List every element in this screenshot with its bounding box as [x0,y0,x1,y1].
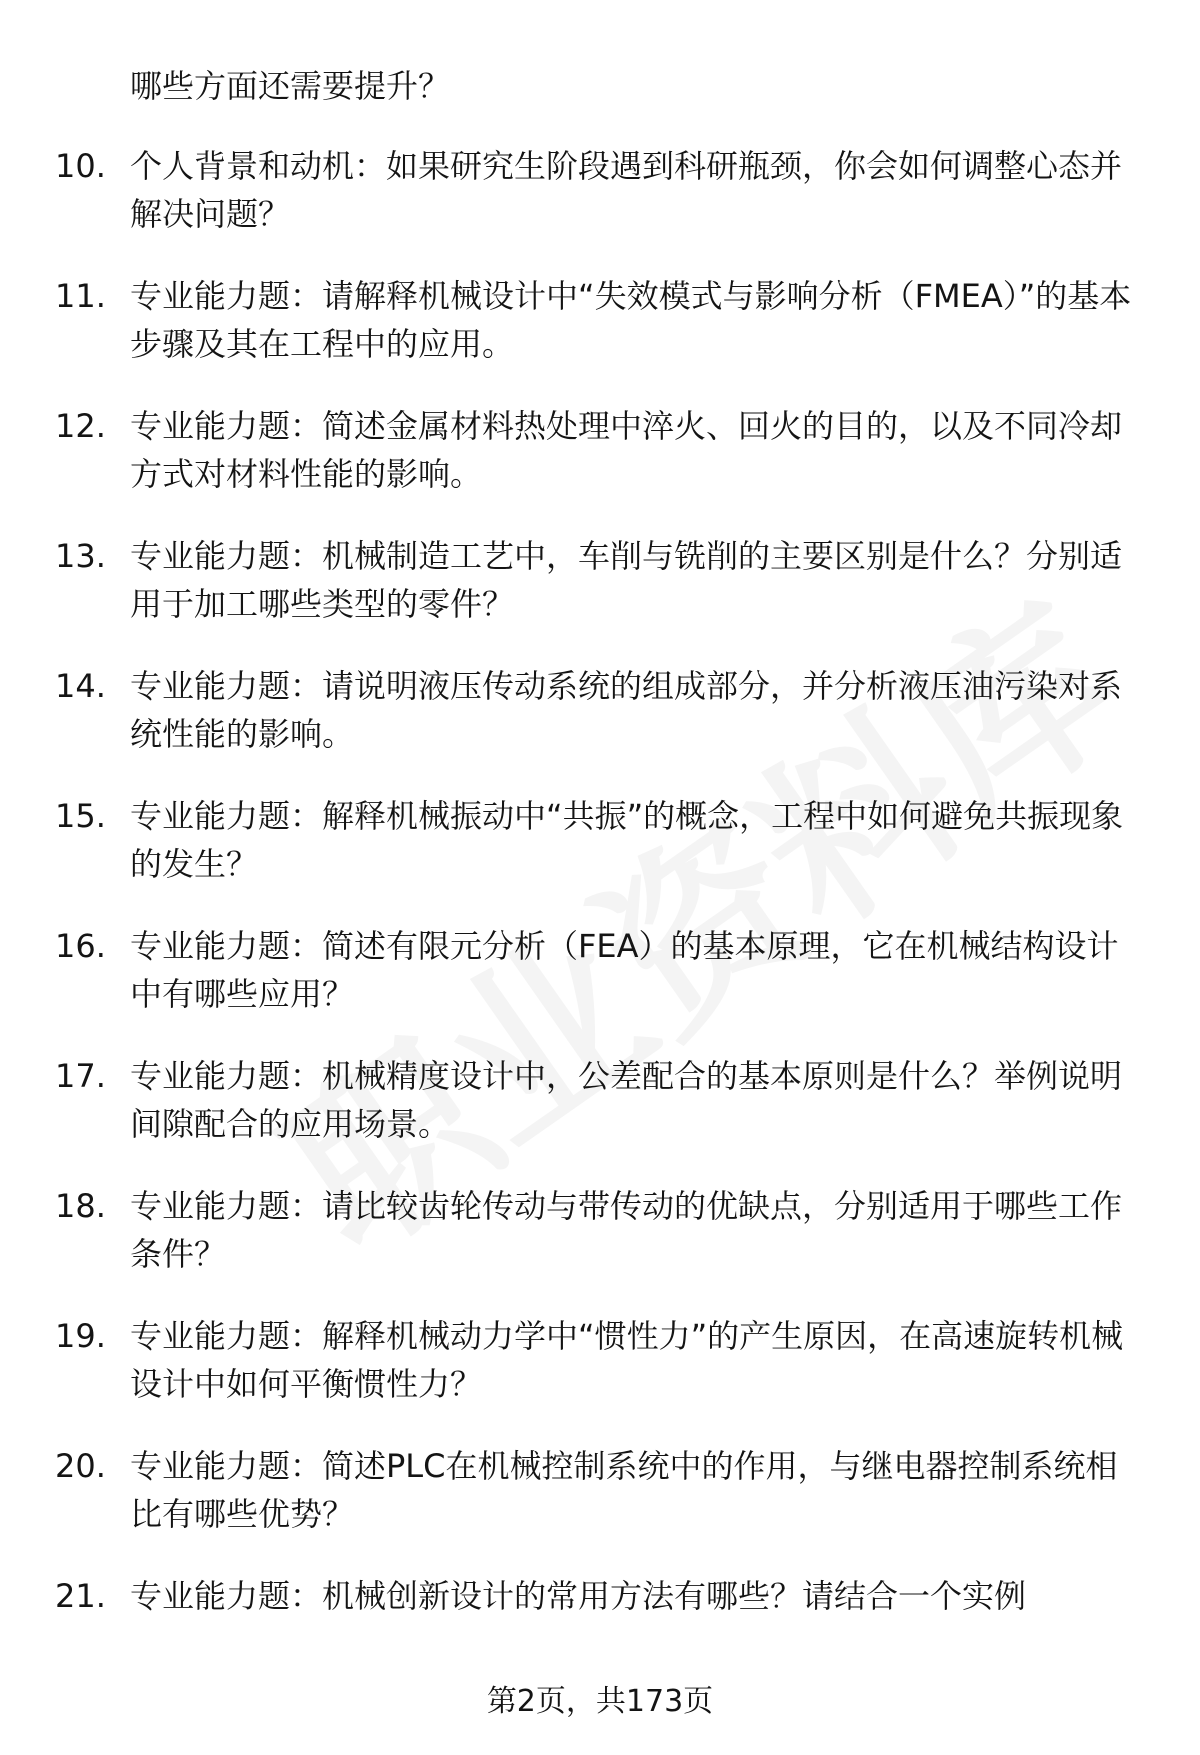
question-number: 21. [55,1577,106,1615]
question-item [55,1182,1145,1312]
question-number: 18. [55,1187,106,1225]
question-number: 15. [55,797,106,835]
question-text: 专业能力题：机械精度设计中，公差配合的基本原则是什么？举例说明间隙配合的应用场景。 [130,1057,1123,1143]
question-text: 专业能力题：简述有限元分析（FEA）的基本原理，它在机械结构设计中有哪些应用？ [130,927,1119,1013]
question-item [55,402,1145,532]
question-text: 专业能力题：解释机械动力学中“惯性力”的产生原因，在高速旋转机械设计中如何平衡惯性力？ [130,1317,1124,1403]
question-text: 个人背景和动机：如果研究生阶段遇到科研瓶颈，你会如何调整心态并解决问题？ [130,147,1123,233]
question-item [55,272,1145,402]
question-text: 专业能力题：请比较齿轮传动与带传动的优缺点，分别适用于哪些工作条件？ [130,1187,1123,1273]
question-item [55,532,1145,662]
question-item [55,662,1145,792]
question-number: 16. [55,927,106,965]
question-number: 20. [55,1447,106,1485]
question-list [55,142,1145,1702]
question-number: 19. [55,1317,106,1355]
question-item [55,792,1145,922]
question-text: 专业能力题：机械制造工艺中，车削与铣削的主要区别是什么？分别适用于加工哪些类型的零件？ [130,537,1123,623]
question-text: 专业能力题：请说明液压传动系统的组成部分，并分析液压油污染对系统性能的影响。 [130,667,1123,753]
question-number: 13. [55,537,106,575]
page-footer: 第2页，共173页 [486,1684,714,1719]
question-item [55,1052,1145,1182]
question-item [55,922,1145,1052]
question-item [55,142,1145,272]
question-text: 专业能力题：简述PLC在机械控制系统中的作用，与继电器控制系统相比有哪些优势？ [130,1447,1118,1533]
question-text: 专业能力题：机械创新设计的常用方法有哪些？请结合一个实例 [130,1577,1027,1615]
question-text: 专业能力题：解释机械振动中“共振”的概念，工程中如何避免共振现象的发生？ [130,797,1124,883]
question-number: 17. [55,1057,106,1095]
question-number: 10. [55,147,106,185]
question-text: 专业能力题：请解释机械设计中“失效模式与影响分析（FMEA）”的基本步骤及其在工程中的应用。 [130,277,1132,363]
question-number: 11. [55,277,106,315]
question-number: 14. [55,667,106,705]
question-number: 12. [55,407,106,445]
question-item [55,1312,1145,1442]
question-continuation: 哪些方面还需要提升？ [130,67,451,105]
question-item [55,1442,1145,1572]
question-text: 专业能力题：简述金属材料热处理中淬火、回火的目的，以及不同冷却方式对材料性能的影响。 [130,407,1123,493]
